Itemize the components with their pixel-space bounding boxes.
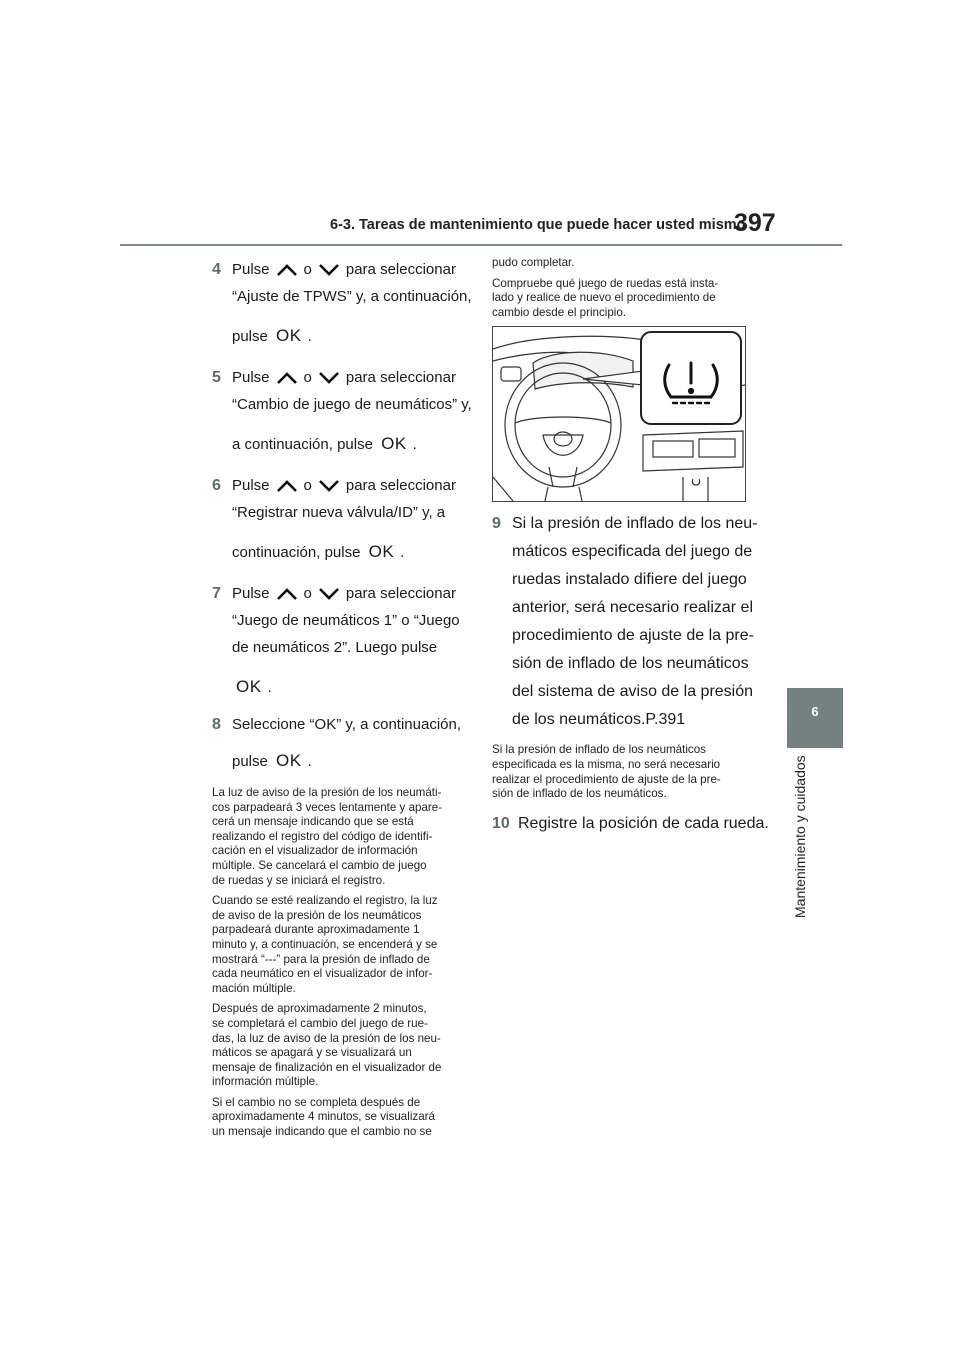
- right-column: [492, 256, 769, 847]
- step-text: para seleccionar: [345, 477, 456, 494]
- step-text: .: [412, 436, 417, 453]
- text-line: de ruedas y se iniciará el registro.: [212, 873, 386, 887]
- text-line: cación en el visualizador de información: [212, 844, 418, 858]
- text-line: mensaje de finalización en el visualizador de: [212, 1060, 442, 1074]
- text-line: se completará el cambio del juego de rue-: [212, 1016, 428, 1030]
- text-line: Si la presión de inflado de los neumáticos: [492, 743, 706, 757]
- text-line: lado y realice de nuevo el procedimiento de: [492, 291, 716, 305]
- step-text: Pulse: [232, 585, 270, 602]
- step-text: o: [303, 369, 312, 386]
- step-text: sión de inflado de los neumáticos: [512, 655, 749, 673]
- step-text: “Registrar nueva válvula/ID” y, a: [232, 504, 446, 521]
- text-line: sión de inflado de los neumáticos.: [492, 787, 667, 801]
- step-text: “Cambio de juego de neumáticos” y,: [232, 396, 472, 413]
- paragraph: [212, 1002, 468, 1090]
- step-text: Pulse: [232, 261, 270, 278]
- chevron-up-icon: [276, 479, 298, 493]
- step-4: [212, 256, 472, 350]
- text-line: información múltiple.: [212, 1075, 319, 1089]
- ok-button-icon: OK: [236, 677, 262, 696]
- step-text: Pulse: [232, 477, 270, 494]
- step-9: [492, 510, 758, 734]
- chevron-up-icon: [276, 587, 298, 601]
- text-line: Cuando se esté realizando el registro, la luz: [212, 894, 438, 908]
- dashboard-illustration: [492, 326, 746, 502]
- text-line: La luz de aviso de la presión de los neumáti-: [212, 786, 442, 799]
- step-text: para seleccionar: [345, 369, 456, 386]
- ok-button-icon: OK: [276, 326, 302, 345]
- text-line: Después de aproximadamente 2 minutos,: [212, 1002, 427, 1016]
- chevron-down-icon: [318, 263, 340, 277]
- paragraph: [492, 256, 748, 271]
- step-text: Pulse: [232, 369, 270, 386]
- step-text: o: [303, 261, 312, 278]
- paragraph: [212, 786, 468, 888]
- step-text: “Ajuste de TPWS” y, a continuación,: [232, 288, 472, 305]
- step-text: o: [303, 477, 312, 494]
- step-5: [212, 364, 472, 458]
- step-text: máticos especificada del juego de: [512, 543, 753, 561]
- chevron-up-icon: [276, 263, 298, 277]
- text-line: máticos se apagará y se visualizará un: [212, 1046, 412, 1060]
- step-number: 8: [212, 716, 221, 733]
- step-7: [212, 580, 468, 701]
- text-line: das, la luz de aviso de la presión de los neu-: [212, 1031, 441, 1045]
- text-line: de aviso de la presión de los neumáticos: [212, 908, 422, 922]
- step-text: para seleccionar: [345, 585, 456, 602]
- step-10: [492, 810, 769, 838]
- chevron-down-icon: [318, 587, 340, 601]
- paragraph: [212, 894, 468, 996]
- text-line: cerá un mensaje indicando que se está: [212, 815, 414, 829]
- step-text: para seleccionar: [345, 261, 456, 278]
- step-number: 4: [212, 261, 221, 278]
- step-text: .: [267, 679, 272, 696]
- step-text: ruedas instalado difiere del juego: [512, 571, 747, 589]
- text-line: aproximadamente 4 minutos, se visualizará: [212, 1110, 435, 1124]
- step-text: .: [307, 328, 312, 345]
- left-column: [212, 256, 472, 1146]
- step-text: de neumáticos 2”. Luego pulse: [232, 639, 438, 656]
- step-number: 10: [492, 814, 510, 832]
- text-line: cada neumático en el visualizador de infor-: [212, 967, 433, 981]
- chapter-title-text: Mantenimiento y cuidados: [792, 755, 808, 918]
- step-text: de los neumáticos.P.391: [512, 711, 686, 729]
- text-line: mación múltiple.: [212, 981, 296, 995]
- chevron-down-icon: [318, 479, 340, 493]
- step-number: 6: [212, 477, 221, 494]
- step-text: continuación, pulse: [232, 544, 361, 561]
- text-line: parpadeará durante aproximadamente 1: [212, 923, 420, 937]
- step-text: Seleccione “OK” y, a continuación,: [232, 716, 462, 733]
- chapter-tab: 6: [787, 688, 843, 748]
- step-text: pulse: [232, 328, 268, 345]
- step-6: [212, 472, 468, 566]
- section-title: 6-3. Tareas de mantenimiento que puede hacer usted mismo: [330, 217, 746, 233]
- ok-button-icon: OK: [368, 542, 395, 561]
- paragraph: [212, 1096, 468, 1140]
- text-line: un mensaje indicando que el cambio no se: [212, 1125, 432, 1139]
- ok-button-icon: OK: [276, 751, 302, 770]
- step-text: “Juego de neumáticos 1” o “Juego: [232, 612, 460, 629]
- step-8: [212, 711, 468, 775]
- step-text: del sistema de aviso de la presión: [512, 683, 754, 701]
- step-text: Si la presión de inflado de los neu-: [512, 515, 758, 533]
- step-text: pulse: [232, 753, 268, 770]
- text-line: pudo completar.: [492, 256, 575, 269]
- text-line: realizando el registro del código de identifi-: [212, 829, 433, 843]
- paragraph: [492, 743, 748, 801]
- text-line: minuto y, a continuación, se encenderá y se: [212, 937, 438, 951]
- chevron-down-icon: [318, 371, 340, 385]
- dashboard-drawing: [493, 327, 745, 501]
- ok-button-icon: OK: [381, 434, 407, 453]
- step-number: 9: [492, 515, 501, 533]
- step-text: Registre la posición de cada rueda.: [518, 814, 769, 832]
- text-line: realizar el procedimiento de ajuste de la pre-: [492, 772, 721, 786]
- page-number: 397: [734, 209, 776, 237]
- step-text: a continuación, pulse: [232, 436, 373, 453]
- chapter-title: [790, 755, 812, 918]
- text-line: Si el cambio no se completa después de: [212, 1095, 421, 1109]
- text-line: Compruebe qué juego de ruedas está insta-: [492, 276, 719, 290]
- text-line: mostrará “---” para la presión de inflado de: [212, 952, 430, 966]
- chevron-up-icon: [276, 371, 298, 385]
- header-divider: [120, 244, 842, 246]
- step-text: .: [400, 544, 405, 561]
- paragraph: [492, 277, 748, 321]
- text-line: especificada es la misma, no será necesario: [492, 757, 721, 771]
- text-line: cos parpadeará 3 veces lentamente y apare-: [212, 800, 443, 814]
- step-text: anterior, será necesario realizar el: [512, 599, 754, 617]
- step-text: procedimiento de ajuste de la pre-: [512, 627, 754, 645]
- text-line: cambio desde el principio.: [492, 305, 627, 319]
- step-text: .: [307, 753, 312, 770]
- text-line: múltiple. Se cancelará el cambio de juego: [212, 858, 427, 872]
- step-text: o: [303, 585, 312, 602]
- step-number: 7: [212, 585, 221, 602]
- step-number: 5: [212, 369, 221, 386]
